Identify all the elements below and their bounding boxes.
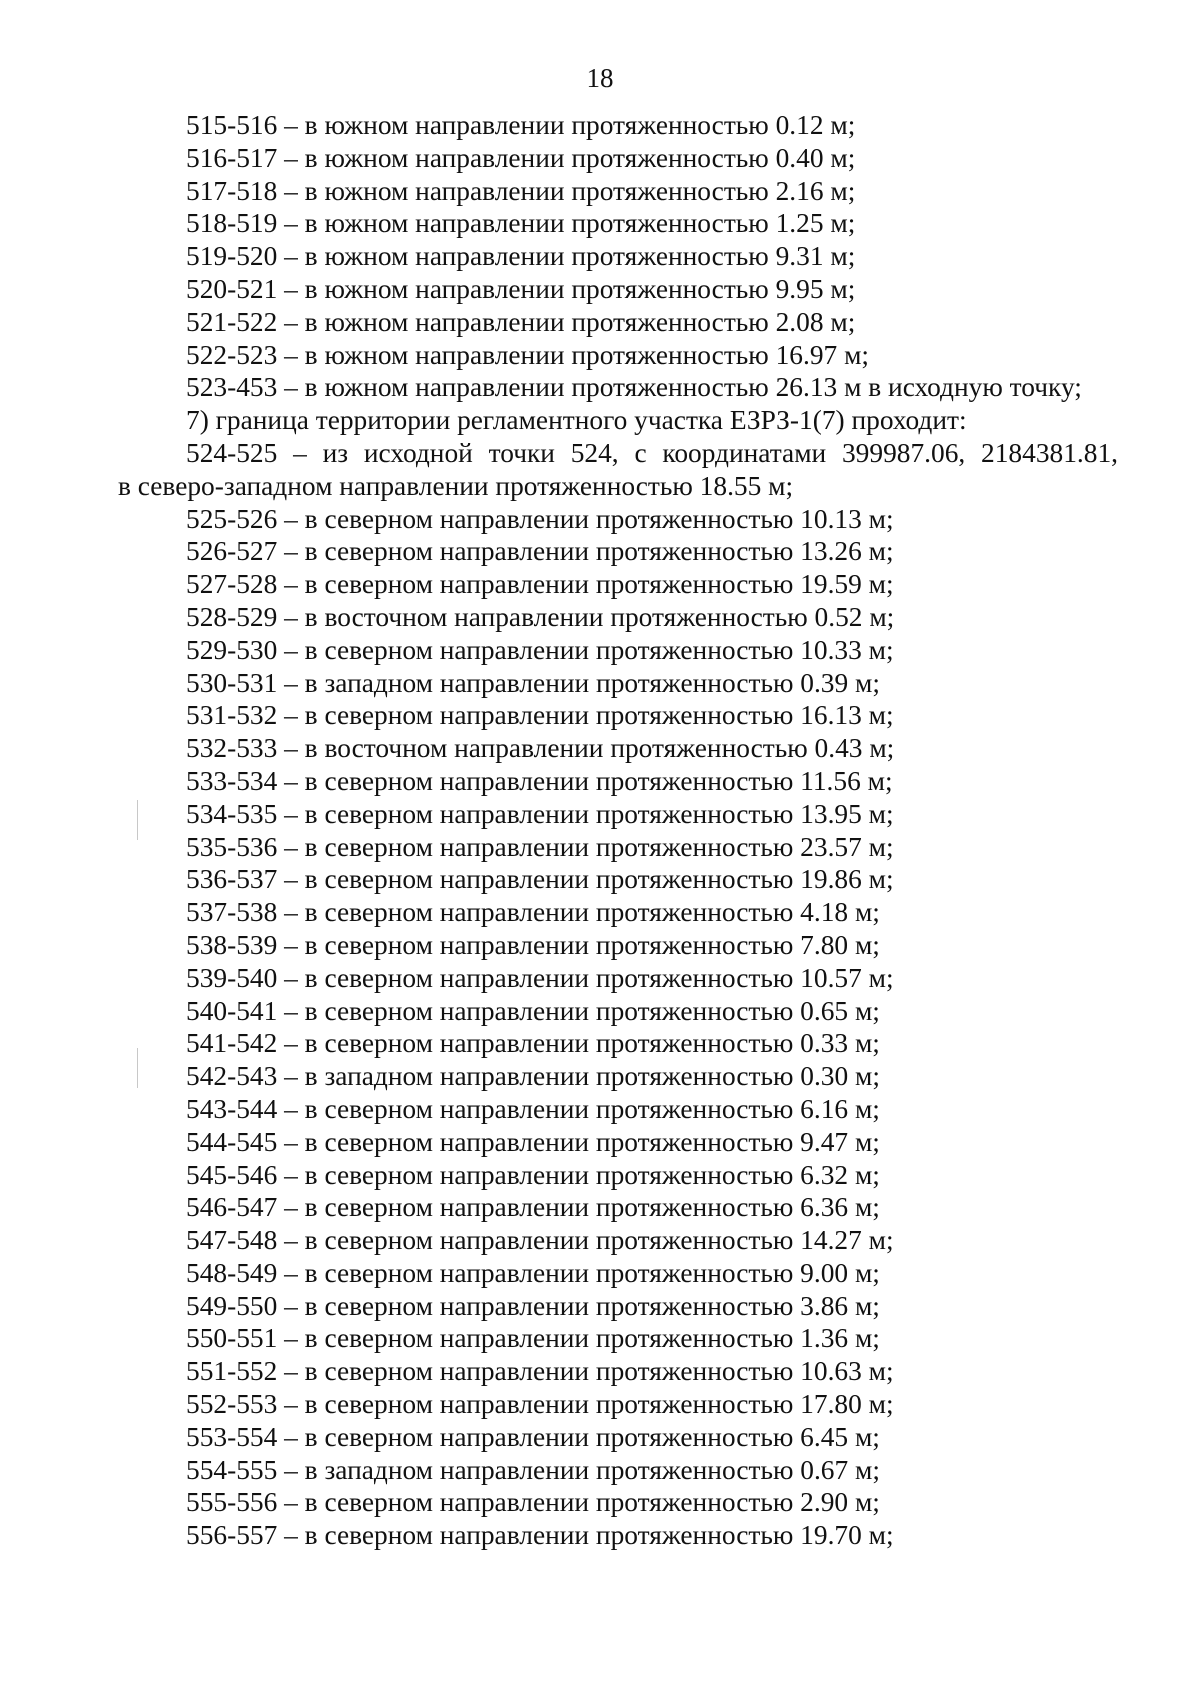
segment-line: 515-516 – в южном направлении протяженностью 0.12 м; — [186, 110, 856, 140]
segment-line: 535-536 – в северном направлении протяженностью 23.57 м; — [186, 831, 894, 862]
segment-line: 554-555 – в западном направлении протяженностью 0.67 м; — [186, 1454, 880, 1485]
segment-line: 519-520 – в южном направлении протяженностью 9.31 м; — [186, 241, 856, 272]
segment-line: 518-519 – в южном направлении протяженностью 1.25 м; — [186, 208, 856, 239]
segment-line: 527-528 – в северном направлении протяженностью 19.59 м; — [186, 569, 894, 600]
segment-line: 542-543 – в западном направлении протяженностью 0.30 м; — [186, 1061, 880, 1092]
scan-artifact-line — [137, 800, 138, 840]
paragraph-first-line: 524-525 – из исходной точки 524, с координатами 399987.06, 2184381.81, — [186, 437, 1118, 468]
segment-line: 553-554 – в северном направлении протяженностью 6.45 м; — [186, 1421, 880, 1452]
segment-line: 529-530 – в северном направлении протяженностью 10.33 м; — [186, 634, 894, 665]
segment-line: 516-517 – в южном направлении протяженностью 0.40 м; — [186, 142, 856, 173]
boundary-segments-south — [118, 109, 1118, 437]
paragraph-continuation: в северо-западном направлении протяженностью 18.55 м; — [118, 470, 794, 501]
segment-line: 525-526 – в северном направлении протяженностью 10.13 м; — [186, 503, 894, 534]
segment-line: 520-521 – в южном направлении протяженностью 9.95 м; — [186, 273, 856, 304]
segment-line: 544-545 – в северном направлении протяженностью 9.47 м; — [186, 1126, 880, 1157]
segment-line: 538-539 – в северном направлении протяженностью 7.80 м; — [186, 929, 880, 960]
segment-line: 551-552 – в северном направлении протяженностью 10.63 м; — [186, 1356, 894, 1387]
segment-line: 548-549 – в северном направлении протяженностью 9.00 м; — [186, 1257, 880, 1288]
segment-line: 540-541 – в северном направлении протяженностью 0.65 м; — [186, 995, 880, 1026]
boundary-segments-north — [118, 503, 1118, 1553]
segment-line: 537-538 – в северном направлении протяженностью 4.18 м; — [186, 897, 880, 928]
segment-line: 549-550 – в северном направлении протяженностью 3.86 м; — [186, 1290, 880, 1321]
segment-line: 533-534 – в северном направлении протяженностью 11.56 м; — [186, 765, 893, 796]
segment-line: 543-544 – в северном направлении протяженностью 6.16 м; — [186, 1093, 880, 1124]
segment-line: 521-522 – в южном направлении протяженностью 2.08 м; — [186, 306, 856, 337]
segment-line: 541-542 – в северном направлении протяженностью 0.33 м; — [186, 1028, 880, 1059]
segment-line: 546-547 – в северном направлении протяженностью 6.36 м; — [186, 1192, 880, 1223]
segment-line: 7) граница территории регламентного участка ЕЗРЗ-1(7) проходит: — [186, 405, 967, 436]
segment-line: 547-548 – в северном направлении протяженностью 14.27 м; — [186, 1225, 894, 1256]
segment-line: 550-551 – в северном направлении протяженностью 1.36 м; — [186, 1323, 880, 1354]
segment-line: 522-523 – в южном направлении протяженностью 16.97 м; — [186, 339, 870, 370]
segment-line: 531-532 – в северном направлении протяженностью 16.13 м; — [186, 700, 894, 731]
segment-line: 517-518 – в южном направлении протяженностью 2.16 м; — [186, 175, 856, 206]
segment-line: 523-453 – в южном направлении протяженностью 26.13 м в исходную точку; — [186, 372, 1082, 403]
segment-line: 555-556 – в северном направлении протяженностью 2.90 м; — [186, 1487, 880, 1518]
segment-line: 534-535 – в северном направлении протяженностью 13.95 м; — [186, 798, 894, 829]
segment-line: 556-557 – в северном направлении протяженностью 19.70 м; — [186, 1520, 894, 1551]
segment-line: 539-540 – в северном направлении протяженностью 10.57 м; — [186, 962, 894, 993]
segment-line: 530-531 – в западном направлении протяженностью 0.39 м; — [186, 667, 880, 698]
segment-line: 532-533 – в восточном направлении протяженностью 0.43 м; — [186, 733, 895, 764]
scan-artifact-line — [137, 1048, 138, 1088]
page-number: 18 — [586, 63, 614, 93]
document-body — [118, 109, 1118, 1552]
segment-line: 552-553 – в северном направлении протяженностью 17.80 м; — [186, 1389, 894, 1420]
segment-line: 528-529 – в восточном направлении протяженностью 0.52 м; — [186, 601, 895, 632]
segment-line: 536-537 – в северном направлении протяженностью 19.86 м; — [186, 864, 894, 895]
segment-line: 545-546 – в северном направлении протяженностью 6.32 м; — [186, 1159, 880, 1190]
segment-line: 526-527 – в северном направлении протяженностью 13.26 м; — [186, 536, 894, 567]
paragraph-point-524 — [118, 437, 1118, 503]
